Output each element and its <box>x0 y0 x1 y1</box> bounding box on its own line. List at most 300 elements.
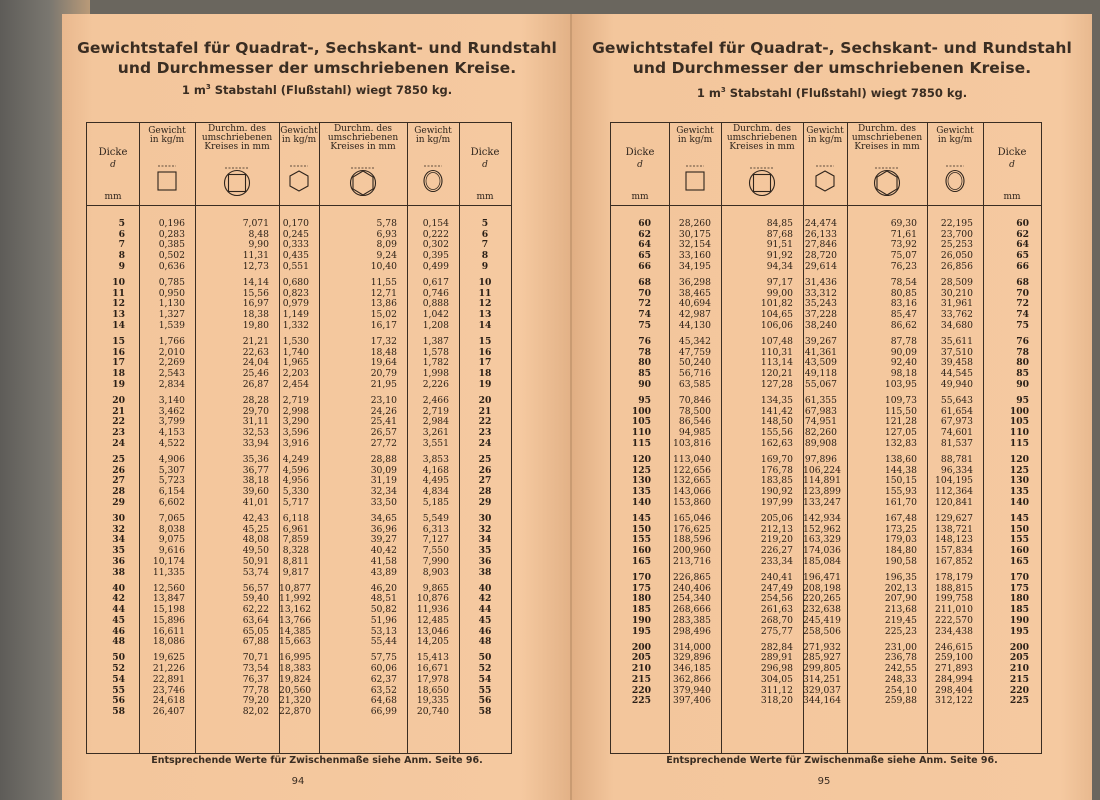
dicke-value: 65 <box>638 250 651 262</box>
diameter-label: umschriebenen <box>201 133 273 143</box>
dicke-value: 165 <box>1009 555 1029 567</box>
diameter-value: 69,30 <box>890 218 917 229</box>
diameter-value: 155,56 <box>760 427 793 439</box>
diameter-value: 134,35 <box>760 395 793 406</box>
weight-value: 10,876 <box>416 593 449 605</box>
weight-value: 122,656 <box>673 464 711 476</box>
weight-value: 15,896 <box>152 614 185 626</box>
diameter-value: 24,26 <box>370 405 397 417</box>
weight-value: 56,716 <box>678 368 711 380</box>
diameter-header <box>721 125 803 152</box>
weight-value: 5,307 <box>158 464 185 476</box>
diameter-value: 73,92 <box>890 239 917 251</box>
diameter-value: 20,79 <box>370 368 397 380</box>
weight-value: 7,859 <box>282 534 309 546</box>
weight-value: 0,551 <box>282 260 309 272</box>
diameter-value: 197,99 <box>760 496 793 508</box>
diameter-value: 31,19 <box>370 475 397 487</box>
dicke-value: 36 <box>112 555 125 567</box>
weight-value: 9,817 <box>282 566 309 578</box>
dicke-value: 16 <box>112 346 125 358</box>
hexagon-cross-section-icon <box>807 161 843 195</box>
diameter-value: 225,23 <box>884 625 917 637</box>
diameter-value: 150,15 <box>884 475 917 487</box>
weight-value: 196,471 <box>803 572 841 583</box>
diameter-value: 141,42 <box>760 405 793 417</box>
diameter-value: 311,12 <box>760 684 793 696</box>
weight-value: 45,342 <box>678 336 711 347</box>
dicke-value: 54 <box>478 673 492 685</box>
weight-value: 78,500 <box>678 405 711 417</box>
dicke-value: 11 <box>112 287 125 299</box>
diameter-value: 50,91 <box>242 555 269 567</box>
dicke-value: 12 <box>112 298 125 310</box>
diameter-label: Durchm. des <box>333 124 393 134</box>
weight-value: 49,940 <box>940 378 973 390</box>
weight-value: 104,195 <box>935 475 973 487</box>
diameter-value: 36,77 <box>242 464 269 476</box>
dicke-value: 200 <box>1009 641 1029 653</box>
weight-value: 0,979 <box>282 298 309 310</box>
diameter-value: 60,06 <box>370 663 397 675</box>
diameter-value: 11,55 <box>370 277 397 288</box>
weight-value: 254,340 <box>673 593 711 605</box>
dicke-value: 95 <box>1016 395 1029 406</box>
dicke-value: 68 <box>1016 277 1029 288</box>
weight-value: 397,406 <box>673 695 711 707</box>
diameter-value: 254,56 <box>760 593 793 605</box>
unit-label: in kg/m <box>937 135 973 145</box>
diameter-value: 107,48 <box>760 336 793 347</box>
dicke-value: 58 <box>112 705 125 717</box>
dicke-value: 55 <box>478 684 492 696</box>
weight-value: 0,888 <box>422 298 449 310</box>
diameter-header <box>195 125 279 152</box>
dicke-value: 10 <box>478 277 492 288</box>
weight-value: 7,990 <box>422 555 449 567</box>
dicke-value: 145 <box>1009 513 1029 524</box>
hexagon-circle-cross-section-icon <box>869 163 905 197</box>
weight-value: 16,611 <box>152 625 185 637</box>
weight-label: Gewicht <box>936 126 974 136</box>
weight-value: 88,781 <box>940 454 973 465</box>
weight-value: 298,496 <box>673 625 711 637</box>
dicke-value: 195 <box>631 625 651 637</box>
diameter-value: 247,49 <box>760 582 793 594</box>
weight-value: 89,908 <box>804 437 837 449</box>
weight-value: 9,865 <box>422 582 449 594</box>
dicke-value: 27 <box>478 475 492 487</box>
weight-value: 0,283 <box>158 228 185 240</box>
diameter-label: Kreises in mm <box>729 142 795 152</box>
weight-value: 24,474 <box>804 218 837 229</box>
weight-value: 4,522 <box>158 437 185 449</box>
weight-label: Gewicht <box>280 126 318 136</box>
dicke-value: 210 <box>1009 663 1029 675</box>
dicke-value: 50 <box>478 652 492 664</box>
weight-value: 96,334 <box>940 464 973 476</box>
diameter-value: 23,10 <box>370 395 397 406</box>
weight-value: 132,665 <box>673 475 711 487</box>
weight-value: 30,175 <box>678 228 711 240</box>
weight-value: 167,852 <box>935 555 973 567</box>
diameter-label: Durchm. des <box>857 124 917 134</box>
dicke-value: 85 <box>1016 368 1029 380</box>
weight-value: 6,602 <box>158 496 185 508</box>
weight-value: 3,916 <box>282 437 309 449</box>
dicke-value: 46 <box>478 625 492 637</box>
dicke-value: 155 <box>1009 534 1029 546</box>
weight-value: 0,502 <box>158 250 185 262</box>
dicke-value: 58 <box>478 705 492 717</box>
weight-label: Gewicht <box>676 126 714 136</box>
weight-value: 41,361 <box>804 346 837 358</box>
subtitle <box>62 83 572 97</box>
diameter-value: 41,58 <box>370 555 397 567</box>
diameter-value: 83,16 <box>890 298 917 310</box>
diameter-value: 59,40 <box>242 593 269 605</box>
weight-value: 13,046 <box>416 625 449 637</box>
weight-value: 245,419 <box>803 614 841 626</box>
diameter-value: 32,34 <box>370 486 397 498</box>
dicke-value: 18 <box>478 368 492 380</box>
page-number: 95 <box>817 776 831 787</box>
diameter-value: 24,04 <box>242 357 269 369</box>
dicke-value: 64 <box>1016 239 1029 251</box>
dicke-value: 48 <box>112 636 125 648</box>
weight-value: 174,036 <box>803 545 841 557</box>
square-cross-section-icon <box>149 161 185 195</box>
weight-value: 3,140 <box>158 395 185 406</box>
weight-value: 39,458 <box>940 357 973 369</box>
weight-value: 25,253 <box>940 239 973 251</box>
title-line-1: Gewichtstafel für Quadrat-, Sechskant- und Rundstahl <box>77 39 557 57</box>
weight-label: Gewicht <box>806 126 844 136</box>
dicke-value: 155 <box>631 534 651 546</box>
dicke-value: 34 <box>112 534 125 546</box>
dicke-value: 9 <box>118 260 125 272</box>
weight-value: 97,896 <box>804 454 837 465</box>
weight-value: 26,856 <box>940 260 973 272</box>
diameter-value: 248,33 <box>884 673 917 685</box>
weight-value: 15,663 <box>279 636 312 648</box>
diameter-value: 32,53 <box>242 427 269 439</box>
dicke-value: 76 <box>1016 336 1029 347</box>
weight-value: 103,816 <box>673 437 711 449</box>
dicke-value: 215 <box>631 673 651 685</box>
diameter-value: 76,37 <box>242 673 269 685</box>
diameter-value: 169,70 <box>760 454 793 465</box>
diameter-label: Durchm. des <box>207 124 267 134</box>
diameter-value: 167,48 <box>884 513 917 524</box>
weight-value: 2,269 <box>158 357 185 369</box>
weight-value: 13,847 <box>152 593 185 605</box>
diameter-value: 97,17 <box>766 277 793 288</box>
dicke-value: 14 <box>112 319 125 331</box>
dicke-value: 110 <box>1009 427 1029 439</box>
weight-value: 0,245 <box>282 228 309 240</box>
weight-value: 12,485 <box>416 614 449 626</box>
weight-value: 34,195 <box>678 260 711 272</box>
dicke-value: 35 <box>112 545 125 557</box>
diameter-label: umschriebenen <box>726 133 798 143</box>
dicke-value: 52 <box>478 663 492 675</box>
weight-value: 47,759 <box>678 346 711 358</box>
weight-value: 0,395 <box>422 250 449 262</box>
weight-value: 259,100 <box>935 652 973 664</box>
dicke-value: 60 <box>1016 218 1029 229</box>
weight-value: 3,596 <box>282 427 309 439</box>
diameter-value: 183,85 <box>760 475 793 487</box>
dicke-value: 74 <box>1016 309 1029 321</box>
weight-value: 36,298 <box>678 277 711 288</box>
weight-value: 2,226 <box>422 378 449 390</box>
weight-value: 1,327 <box>158 309 185 321</box>
weight-value: 42,987 <box>678 309 711 321</box>
weight-value: 82,260 <box>804 427 837 439</box>
dicke-value: 180 <box>631 593 651 605</box>
unit-label: in kg/m <box>677 135 713 145</box>
weight-value: 2,203 <box>282 368 309 380</box>
dicke-value: 62 <box>638 228 651 240</box>
weight-value: 23,746 <box>152 684 185 696</box>
dicke-value: 140 <box>1009 496 1029 508</box>
weight-value: 271,893 <box>935 663 973 675</box>
diameter-value: 9,24 <box>376 250 397 262</box>
diameter-value: 132,83 <box>884 437 917 449</box>
weight-value: 74,951 <box>804 416 837 428</box>
diameter-value: 90,09 <box>890 346 917 358</box>
unit-label: in kg/m <box>415 135 451 145</box>
weight-value: 0,196 <box>158 218 185 229</box>
weight-value: 8,038 <box>158 523 185 535</box>
diameter-value: 110,31 <box>760 346 793 358</box>
weight-value: 1,387 <box>422 336 449 347</box>
dicke-value: 23 <box>478 427 492 439</box>
weight-value: 153,860 <box>673 496 711 508</box>
dicke-value: 15 <box>112 336 125 347</box>
weight-value: 33,312 <box>804 287 837 299</box>
dicke-value: 19 <box>112 378 125 390</box>
weight-value: 18,650 <box>416 684 449 696</box>
dicke-value: 70 <box>638 287 651 299</box>
diameter-value: 219,20 <box>760 534 793 546</box>
weight-value: 67,983 <box>804 405 837 417</box>
weight-value: 94,985 <box>678 427 711 439</box>
dicke-value: 25 <box>112 454 125 465</box>
diameter-value: 213,68 <box>884 604 917 616</box>
diameter-value: 115,50 <box>884 405 917 417</box>
diameter-value: 87,68 <box>766 228 793 240</box>
diameter-value: 162,63 <box>760 437 793 449</box>
diameter-label: Kreises in mm <box>204 142 270 152</box>
weight-value: 1,578 <box>422 346 449 358</box>
weight-value: 20,740 <box>416 705 449 717</box>
dicke-value: 220 <box>631 684 651 696</box>
weight-value: 133,247 <box>803 496 841 508</box>
dicke-value: 24 <box>112 437 125 449</box>
dicke-value: 64 <box>638 239 651 251</box>
diameter-value: 233,34 <box>760 555 793 567</box>
weight-value: 24,618 <box>152 695 185 707</box>
weight-value: 123,899 <box>803 486 841 498</box>
weight-value: 31,961 <box>940 298 973 310</box>
diameter-value: 30,09 <box>370 464 397 476</box>
diameter-value: 63,64 <box>242 614 269 626</box>
diameter-value: 94,34 <box>766 260 793 272</box>
diameter-value: 109,73 <box>884 395 917 406</box>
page-title <box>62 38 572 78</box>
weight-value: 4,906 <box>158 454 185 465</box>
weight-value: 37,510 <box>940 346 973 358</box>
weight-value: 4,168 <box>422 464 449 476</box>
diameter-value: 19,64 <box>370 357 397 369</box>
dicke-value: 190 <box>631 614 651 626</box>
weight-value: 362,866 <box>673 673 711 685</box>
diameter-value: 28,88 <box>370 454 397 465</box>
dicke-value: 18 <box>112 368 125 380</box>
weight-value: 283,385 <box>673 614 711 626</box>
weight-value: 5,549 <box>422 513 449 524</box>
diameter-value: 73,54 <box>242 663 269 675</box>
weight-value: 11,335 <box>152 566 185 578</box>
diameter-value: 176,78 <box>760 464 793 476</box>
weight-value: 2,466 <box>422 395 449 406</box>
weight-value: 28,509 <box>940 277 973 288</box>
diameter-value: 79,20 <box>242 695 269 707</box>
diameter-value: 190,58 <box>884 555 917 567</box>
weight-value: 1,782 <box>422 357 449 369</box>
dicke-value: 90 <box>1016 378 1029 390</box>
dicke-value: 180 <box>1009 593 1029 605</box>
title-line-2: und Durchmesser der umschriebenen Kreise. <box>117 59 517 77</box>
dicke-value: 225 <box>1009 695 1029 707</box>
weight-value: 329,896 <box>673 652 711 664</box>
diameter-value: 26,87 <box>242 378 269 390</box>
dicke-value: 75 <box>1016 319 1029 331</box>
weight-value: 44,545 <box>940 368 973 380</box>
weight-value: 16,995 <box>279 652 312 664</box>
weight-value: 10,877 <box>279 582 312 594</box>
mm-label: mm <box>631 192 649 202</box>
diameter-value: 46,20 <box>370 582 397 594</box>
diameter-value: 48,51 <box>370 593 397 605</box>
round-cross-section-icon <box>415 161 451 195</box>
dicke-value: 6 <box>481 228 489 240</box>
diameter-value: 26,57 <box>370 427 397 439</box>
diameter-value: 101,82 <box>760 298 793 310</box>
diameter-value: 19,80 <box>242 319 269 331</box>
weight-label: Gewicht <box>148 126 186 136</box>
diameter-value: 65,05 <box>242 625 269 637</box>
diameter-value: 127,28 <box>760 378 793 390</box>
right-page <box>572 14 1092 800</box>
weight-value: 1,766 <box>158 336 185 347</box>
dicke-value: 42 <box>112 593 125 605</box>
weight-value: 176,625 <box>673 523 711 535</box>
dicke-value: 215 <box>1009 673 1029 685</box>
dicke-value: 62 <box>1016 228 1029 240</box>
weight-value: 211,010 <box>935 604 973 616</box>
dicke-value: 225 <box>631 695 651 707</box>
diameter-label: Kreises in mm <box>854 142 920 152</box>
diameter-value: 120,21 <box>760 368 793 380</box>
diameter-value: 39,27 <box>370 534 397 546</box>
weight-header <box>279 127 319 145</box>
dicke-value: 74 <box>638 309 651 321</box>
page-number: 94 <box>291 776 305 787</box>
dicke-value: 15 <box>478 336 492 347</box>
weight-value: 232,638 <box>803 604 841 616</box>
footer-note: Entsprechende Werte für Zwischenmaße siehe Anm. Seite 96. <box>151 755 483 766</box>
dicke-value: 20 <box>478 395 492 406</box>
diameter-value: 18,48 <box>370 346 397 358</box>
diameter-value: 173,25 <box>884 523 917 535</box>
weight-value: 0,746 <box>422 287 449 299</box>
diameter-value: 51,96 <box>370 614 397 626</box>
diameter-value: 304,05 <box>760 673 793 685</box>
dicke-value: 160 <box>1009 545 1029 557</box>
diameter-value: 155,93 <box>884 486 917 498</box>
weight-value: 163,329 <box>803 534 841 546</box>
dicke-value: 5 <box>118 218 125 229</box>
dicke-value: 205 <box>631 652 651 664</box>
weight-value: 86,546 <box>678 416 711 428</box>
diameter-value: 207,90 <box>884 593 917 605</box>
square-cross-section-icon <box>677 161 713 195</box>
diameter-value: 40,42 <box>370 545 397 557</box>
weight-value: 26,407 <box>152 705 185 717</box>
dicke-value: 200 <box>631 641 651 653</box>
subtitle-pre: 1 m <box>181 83 206 97</box>
dicke-value: 135 <box>631 486 651 498</box>
weight-value: 19,625 <box>152 652 185 664</box>
weight-value: 143,066 <box>673 486 711 498</box>
dicke-value: 80 <box>1016 357 1029 369</box>
diameter-value: 91,51 <box>766 239 793 251</box>
weight-value: 55,067 <box>804 378 837 390</box>
dicke-value: 45 <box>112 614 125 626</box>
diameter-value: 18,38 <box>242 309 269 321</box>
dicke-value: 14 <box>478 319 492 331</box>
weight-value: 113,040 <box>673 454 711 465</box>
subtitle <box>572 86 1092 100</box>
dicke-value: 38 <box>478 566 492 578</box>
dicke-value: 32 <box>478 523 492 535</box>
dicke-value: 130 <box>1009 475 1029 487</box>
weight-value: 2,719 <box>422 405 449 417</box>
diameter-value: 144,38 <box>884 464 917 476</box>
weight-value: 0,680 <box>282 277 309 288</box>
dicke-header-secondary <box>459 147 511 171</box>
diameter-value: 103,95 <box>884 378 917 390</box>
diameter-value: 21,95 <box>370 378 397 390</box>
dicke-value: 100 <box>1009 405 1029 417</box>
diameter-value: 49,50 <box>242 545 269 557</box>
diameter-value: 48,08 <box>242 534 269 546</box>
diameter-value: 259,88 <box>884 695 917 707</box>
dicke-value: 13 <box>112 309 125 321</box>
diameter-value: 84,85 <box>766 218 793 229</box>
diameter-value: 113,14 <box>760 357 793 369</box>
weight-value: 299,805 <box>803 663 841 675</box>
diameter-value: 8,09 <box>376 239 397 251</box>
dicke-value: 145 <box>631 513 651 524</box>
weight-value: 268,666 <box>673 604 711 616</box>
dicke-header <box>87 147 139 171</box>
weight-value: 4,249 <box>282 454 309 465</box>
weight-value: 0,170 <box>282 218 309 229</box>
